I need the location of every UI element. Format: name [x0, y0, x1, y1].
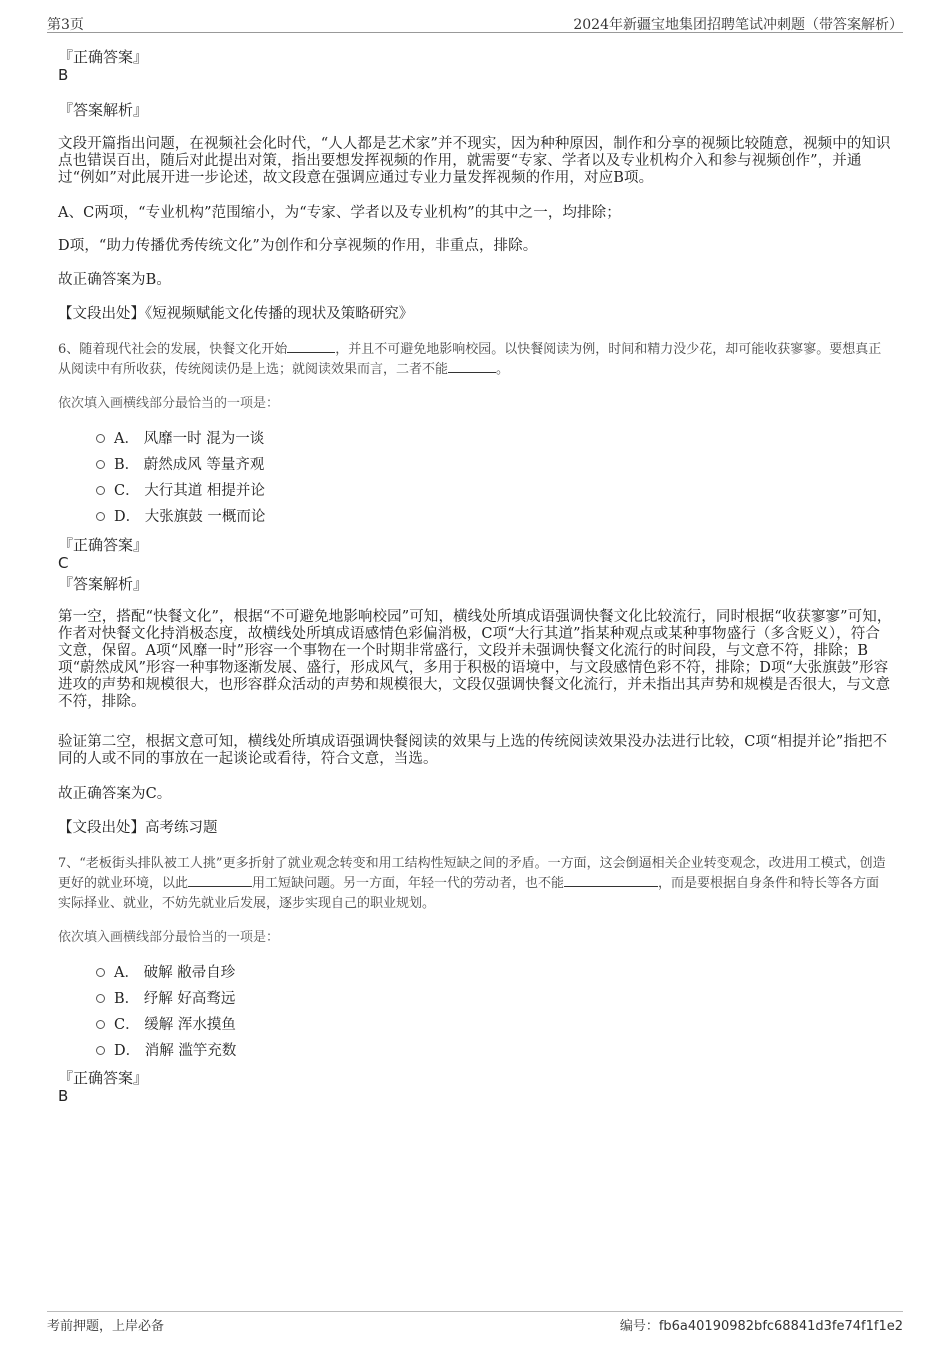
q6-stem-text: ，并且不可避免地影响校园。以快餐阅读为例，时间和精力没少花，却可能收获寥寥。要想真正从阅读中有所收获，传统阅读仍是上选；就阅读效果而言，二者不能	[58, 342, 882, 377]
option-text: 大行其道 相提并论	[144, 483, 265, 499]
q7-answer-value: B	[58, 1087, 69, 1105]
option-text: 缓解 浑水摸鱼	[144, 1017, 236, 1033]
q5-conclusion: 故正确答案为B。	[58, 272, 171, 288]
q7-prompt: 依次填入画横线部分最恰当的一项是：	[58, 930, 280, 945]
option-text: 消解 滥竽充数	[144, 1043, 237, 1059]
q5-source	[58, 305, 892, 323]
q5-analysis-para: D项，“助力传播优秀传统文化”为创作和分享视频的作用，非重点，排除。	[58, 238, 538, 254]
q6-analysis-para: 第一空，搭配“快餐文化”，根据“不可避免地影响校园”可知，横线处所填成语强调快餐文化比较流行，同时根据“收获寥寥”可知，作者对快餐文化持消极态度，故横线处所填成语感情色彩偏消极，C项“大行其道”指某种观点或某种事物盛行（多含贬义），符合文意，保留。A项“风靡一时”形容一个事物在一个时期非常盛行，文段并未强调快餐文化流行的时间段，与文意不符，排除；B项“蔚然成风”形容一种事物逐渐发展、盛行，形成风气，多用于积极的语境中，与文段感情色彩不符，排除；D项“大张旗鼓”形容进攻的声势和规模很大，也形容群众活动的声势和规模很大，文段仅强调快餐文化流行，并未指出其声势和规模是否很大，与文意不符，排除。	[58, 609, 892, 710]
source-label: 【文段出处】	[58, 306, 145, 322]
code-value: fb6a40190982bfc68841d3fe74f1f1e2	[658, 1319, 903, 1334]
option-text: 大张旗鼓 一概而论	[144, 509, 266, 525]
option-letter: C．	[114, 483, 140, 499]
footer-divider	[47, 1311, 903, 1312]
option-text: 风靡一时 混为一谈	[143, 431, 265, 447]
radio-icon[interactable]	[96, 1020, 105, 1029]
header-divider	[47, 32, 903, 33]
q7-option-b[interactable]	[96, 990, 235, 1008]
q7-stem-text: 用工短缺问题。另一方面，年轻一代的劳动者，也不能	[252, 876, 565, 891]
q6-analysis-label: 『答案解析』	[58, 575, 149, 593]
q5-analysis-label: 『答案解析』	[58, 101, 149, 119]
footer-slogan: 考前押题，上岸必备	[47, 1319, 165, 1334]
q6-answer-label: 『正确答案』	[58, 536, 149, 554]
radio-icon[interactable]	[96, 460, 105, 469]
page-header	[0, 0, 950, 34]
q6-source	[58, 819, 892, 837]
q6-prompt: 依次填入画横线部分最恰当的一项是：	[58, 396, 280, 411]
option-letter: C．	[114, 1017, 140, 1033]
q7-answer-label: 『正确答案』	[58, 1069, 149, 1087]
option-letter: D．	[114, 1043, 141, 1059]
q7-stem-text: 7、“老板街头排队被工人挑”更多折射了就业观念转变和用工结构性短缺之间的矛盾。一方面，这会倒逼相关企业转变观念，改进用工模式，创造更好的就业环境，以此	[58, 856, 886, 891]
option-letter: B．	[114, 991, 140, 1007]
page-footer	[0, 1308, 950, 1345]
q6-stem	[58, 340, 892, 380]
radio-icon[interactable]	[96, 1046, 105, 1055]
radio-icon[interactable]	[96, 512, 105, 521]
source-text: 高考练习题	[145, 820, 218, 836]
source-text: 《短视频赋能文化传播的现状及策略研究》	[145, 306, 414, 322]
q5-analysis-para: A、C两项，“专业机构”范围缩小，为“专家、学者以及专业机构”的其中之一，均排除；	[58, 205, 621, 221]
radio-icon[interactable]	[96, 968, 105, 977]
q6-stem-text: 6、随着现代社会的发展，快餐文化开始	[58, 342, 288, 357]
source-label: 【文段出处】	[58, 820, 145, 836]
fill-blank	[564, 874, 658, 887]
option-letter: B．	[114, 457, 140, 473]
q7-option-d[interactable]	[96, 1042, 236, 1060]
option-text: 蔚然成风 等量齐观	[143, 457, 265, 473]
q6-stem-text: 。	[496, 362, 510, 377]
q7-stem	[58, 854, 892, 914]
q5-answer-label: 『正确答案』	[58, 48, 149, 66]
radio-icon[interactable]	[96, 434, 105, 443]
code-label: 编号：	[619, 1319, 659, 1334]
page-number: 第3页	[47, 17, 84, 33]
q7-option-c[interactable]	[96, 1016, 236, 1034]
option-letter: D．	[114, 509, 141, 525]
option-text: 纾解 好高骛远	[143, 991, 236, 1007]
q7-stem-text: ，而是要根据自身条件和特长等各方面实际择业、就业，不妨先就业后发展，逐步实现自己的职业规划。	[58, 876, 880, 911]
q7-option-a[interactable]	[96, 964, 235, 982]
fill-blank	[448, 360, 496, 373]
q5-analysis-para: 文段开篇指出问题，在视频社会化时代，“人人都是艺术家”并不现实，因为种种原因，制作和分享的视频比较随意，视频中的知识点也错误百出，随后对此提出对策，指出要想发挥视频的作用，就需要“专家、学者以及专业机构介入和参与视频创作”，并通过“例如”对此展开进一步论述，故文段意在强调应通过专业力量发挥视频的作用，对应B项。	[58, 136, 891, 186]
option-letter: A．	[114, 431, 139, 447]
q6-option-b[interactable]	[96, 456, 264, 474]
q5-answer-value: B	[58, 66, 69, 84]
q6-analysis-para: 验证第二空，根据文意可知，横线处所填成语强调快餐阅读的效果与上选的传统阅读效果没办法进行比较，C项“相提并论”指把不同的人或不同的事放在一起谈论或看待，符合文意，当选。	[58, 734, 888, 767]
option-letter: A．	[114, 965, 139, 981]
document-code	[620, 1315, 903, 1334]
radio-icon[interactable]	[96, 486, 105, 495]
q6-option-c[interactable]	[96, 482, 265, 500]
fill-blank	[188, 874, 252, 887]
q6-option-d[interactable]	[96, 508, 265, 526]
radio-icon[interactable]	[96, 994, 105, 1003]
option-text: 破解 敝帚自珍	[143, 965, 236, 981]
q6-option-a[interactable]	[96, 430, 264, 448]
q6-conclusion: 故正确答案为C。	[58, 786, 172, 802]
fill-blank	[287, 340, 335, 353]
q6-answer-value: C	[58, 554, 69, 572]
document-title: 2024年新疆宝地集团招聘笔试冲刺题（带答案解析）	[573, 17, 903, 33]
